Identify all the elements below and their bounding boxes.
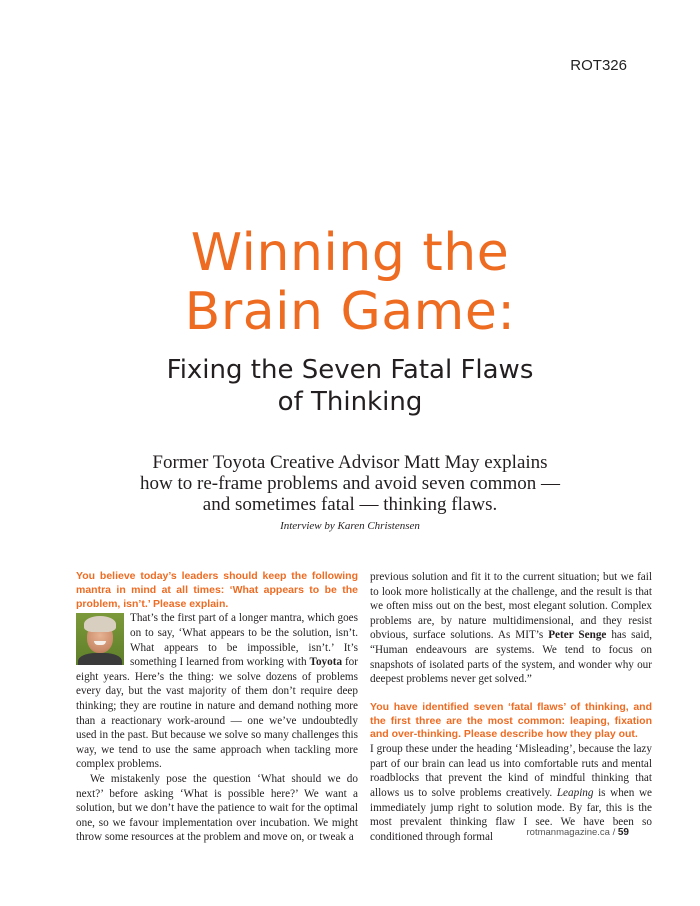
article-subtitle — [0, 354, 700, 418]
article-title — [0, 224, 700, 342]
subtitle-line-1: Fixing the Seven Fatal Flaws — [166, 355, 534, 385]
interview-question-1: You believe today’s leaders should keep the following mantra in mind at all times: ‘What appears to be the problem, isn’t.’ Please explain. — [76, 570, 358, 610]
right-column — [370, 570, 652, 844]
answer-paragraph-3: previous solution and fit it to the current situation; but we fail to look more holistically at the challenge, and the result is that we often miss out on the best, most elegant solution. Complex problems are, by nature multidimensional, and they resist obvious, surface solutions. As MIT’s Peter Senge has said, “Human endeavours are systems. We tend to focus on snapshots of isolated parts of the system, and wonder why our deepest problems never get solved.” — [370, 571, 653, 686]
deck-line-2: how to re-frame problems and avoid seven common — — [140, 473, 560, 494]
article-deck — [120, 452, 580, 515]
interview-question-2: You have identified seven ‘fatal flaws’ of thinking, and the first three are the most common: leaping, fixation and over-thinking. Please describe how they play out. — [370, 700, 652, 741]
page-number: 59 — [617, 827, 629, 838]
footer-site: rotmanmagazine.ca / — [526, 827, 618, 838]
deck-line-3: and sometimes fatal — thinking flaws. — [202, 494, 498, 515]
answer-paragraph-4: I group these under the heading ‘Misleading’, because the lazy part of our brain can lead us into comfortable ruts and mental roadblocks that prevent the kind of mindful thinking that allows us to solve problems creatively. Leaping is when we immediately jump right to solution mode. By far, this is the most prevalent thinking flaw I see. We have been so conditioned through formal — [370, 743, 652, 843]
left-column — [76, 570, 358, 845]
answer-paragraph-1: That’s the first part of a longer mantra, which goes on to say, ‘What appears to be the solution, isn’t. What appears to be impossible, isn’t.’ It’s something I learned from working with Toyota for eight years. Here’s the thing: we solve dozens of problems every day, but the vast majority of them don’t require deep thinking; they are routine in nature and demand nothing more than a reactionary work-around — one we’ve undoubtedly used in the past. But because we solve so many challenges this way, we tend to use the same approach when tackling more complex problems. — [76, 612, 358, 771]
subtitle-line-2: of Thinking — [277, 387, 423, 417]
person-name: Peter Senge — [548, 629, 607, 642]
title-line-1: Winning the — [190, 223, 510, 283]
company-name: Toyota — [309, 656, 343, 669]
title-line-2: Brain Game: — [184, 282, 516, 342]
deck-line-1: Former Toyota Creative Advisor Matt May explains — [152, 452, 548, 473]
byline: Interview by Karen Christensen — [280, 520, 420, 532]
interviewee-photo — [76, 613, 124, 665]
answer-paragraph-2: We mistakenly pose the question ‘What should we do next?’ before asking ‘What is possible here?’ We want a solution, but we don’t have the patience to wait for the optimal one, so we favour implementation over incubation. We might throw some resources at the problem and move on, or tweak a — [76, 772, 358, 844]
emphasis-term: Leaping — [556, 786, 594, 799]
article-code: ROT326 — [570, 57, 627, 74]
page-footer — [527, 827, 629, 838]
